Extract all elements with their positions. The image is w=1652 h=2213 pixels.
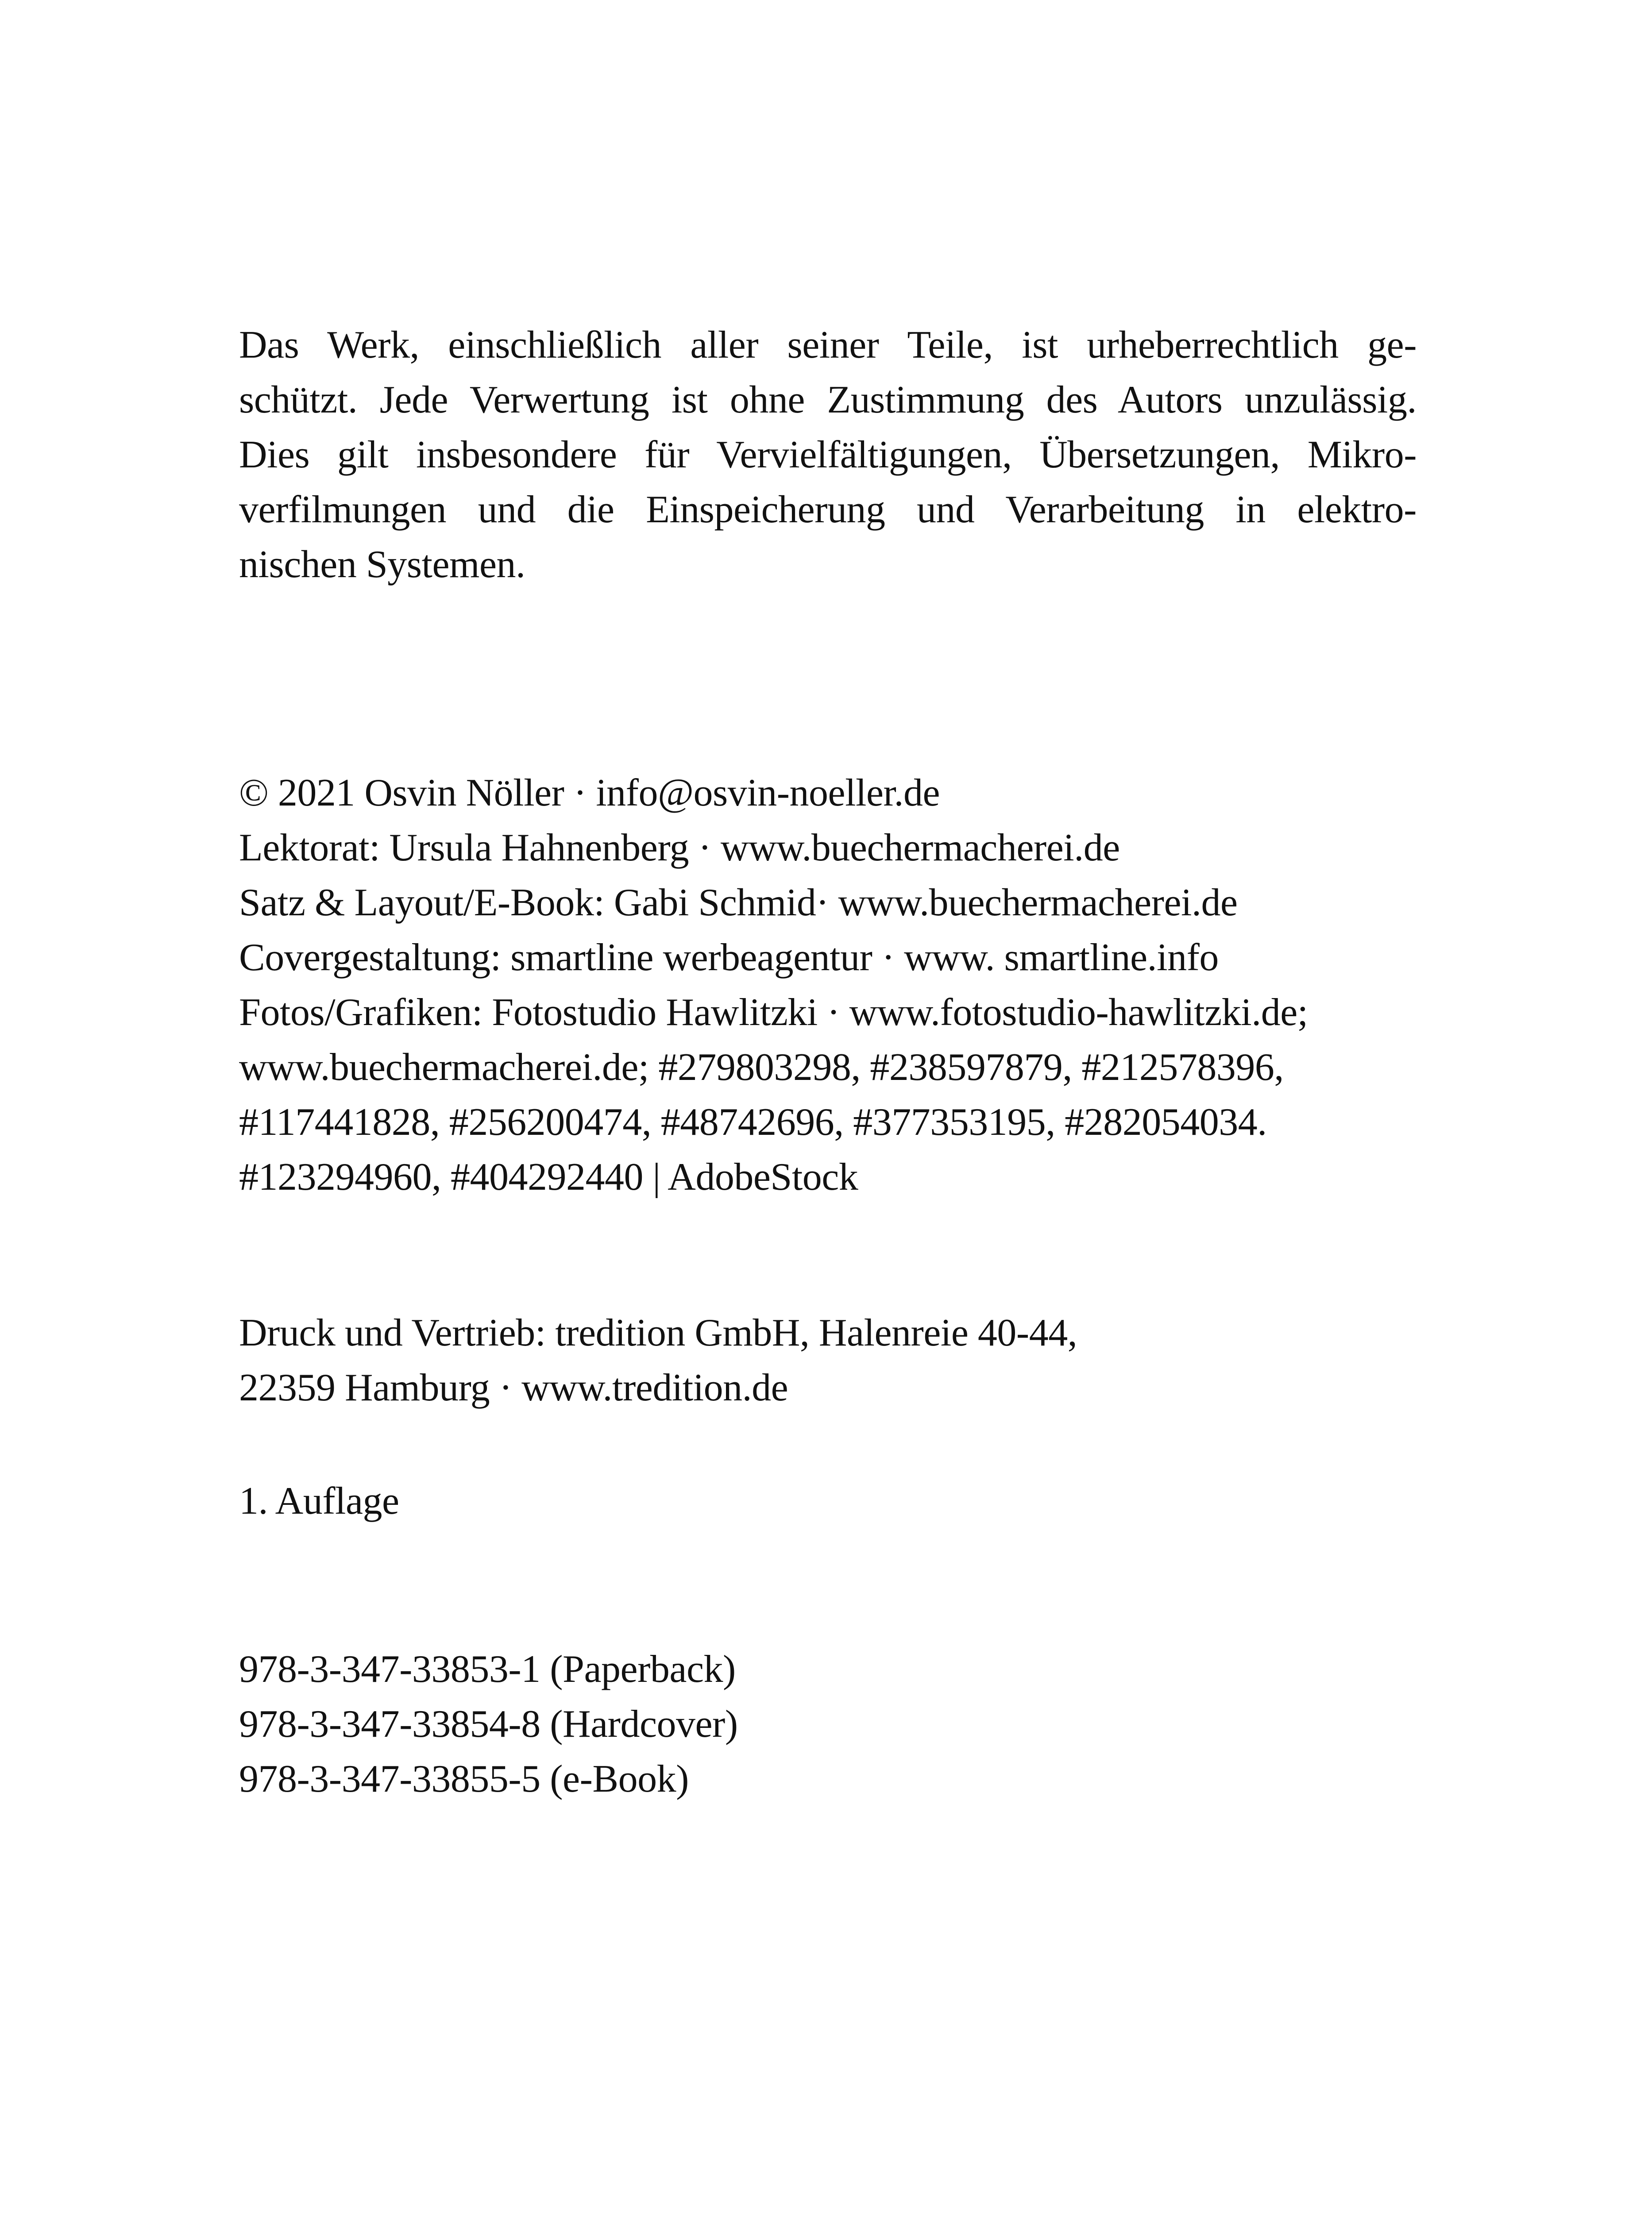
photo-credit-continued: www.buechermacherei.de; #279803298, #238597879, #212578396, bbox=[239, 1046, 1284, 1089]
layout-credit: Satz & Layout/E-Book: Gabi Schmid· www.buechermacherei.de bbox=[239, 881, 1238, 924]
copyright-notice bbox=[239, 318, 1417, 592]
copyright-notice-line: Dies gilt insbesondere für Vervielfältigungen, Übersetzungen, Mikro- bbox=[239, 433, 1417, 476]
photo-credit: Fotos/Grafiken: Fotostudio Hawlitzki · www.fotostudio-hawlitzki.de; bbox=[239, 991, 1308, 1034]
isbn-hardcover: 978-3-347-33854-8 (Hardcover) bbox=[239, 1703, 738, 1746]
printing-line: Druck und Vertrieb: tredition GmbH, Halenreie 40-44, bbox=[239, 1311, 1077, 1354]
photo-credit-continued: #123294960, #404292440 | AdobeStock bbox=[239, 1156, 858, 1199]
isbn-list bbox=[239, 1642, 1523, 1807]
photo-credit-continued: #117441828, #256200474, #48742696, #377353195, #282054034. bbox=[239, 1101, 1267, 1144]
edition bbox=[239, 1474, 1523, 1529]
editing-credit: Lektorat: Ursula Hahnenberg · www.buechermacherei.de bbox=[239, 826, 1120, 869]
cover-credit: Covergestaltung: smartline werbeagentur · www. smartline.info bbox=[239, 936, 1219, 979]
copyright-notice-line: schützt. Jede Verwertung ist ohne Zustimmung des Autors unzulässig. bbox=[239, 378, 1417, 421]
printing-distribution bbox=[239, 1306, 1523, 1415]
copyright-notice-line: Das Werk, einschließlich aller seiner Teile, ist urheberrechtlich ge- bbox=[239, 324, 1417, 366]
copyright-notice-line: nischen Systemen. bbox=[239, 543, 525, 586]
edition-label: 1. Auflage bbox=[239, 1480, 399, 1523]
isbn-paperback: 978-3-347-33853-1 (Paperback) bbox=[239, 1648, 736, 1691]
isbn-ebook: 978-3-347-33855-5 (e-Book) bbox=[239, 1758, 689, 1800]
copyright-notice-line: verfilmungen und die Einspeicherung und Verarbeitung in elektro- bbox=[239, 488, 1417, 531]
credits bbox=[239, 766, 1523, 1205]
copyright-line: © 2021 Osvin Nöller · info@osvin-noeller.de bbox=[239, 771, 940, 814]
printing-address: 22359 Hamburg · www.tredition.de bbox=[239, 1366, 788, 1409]
